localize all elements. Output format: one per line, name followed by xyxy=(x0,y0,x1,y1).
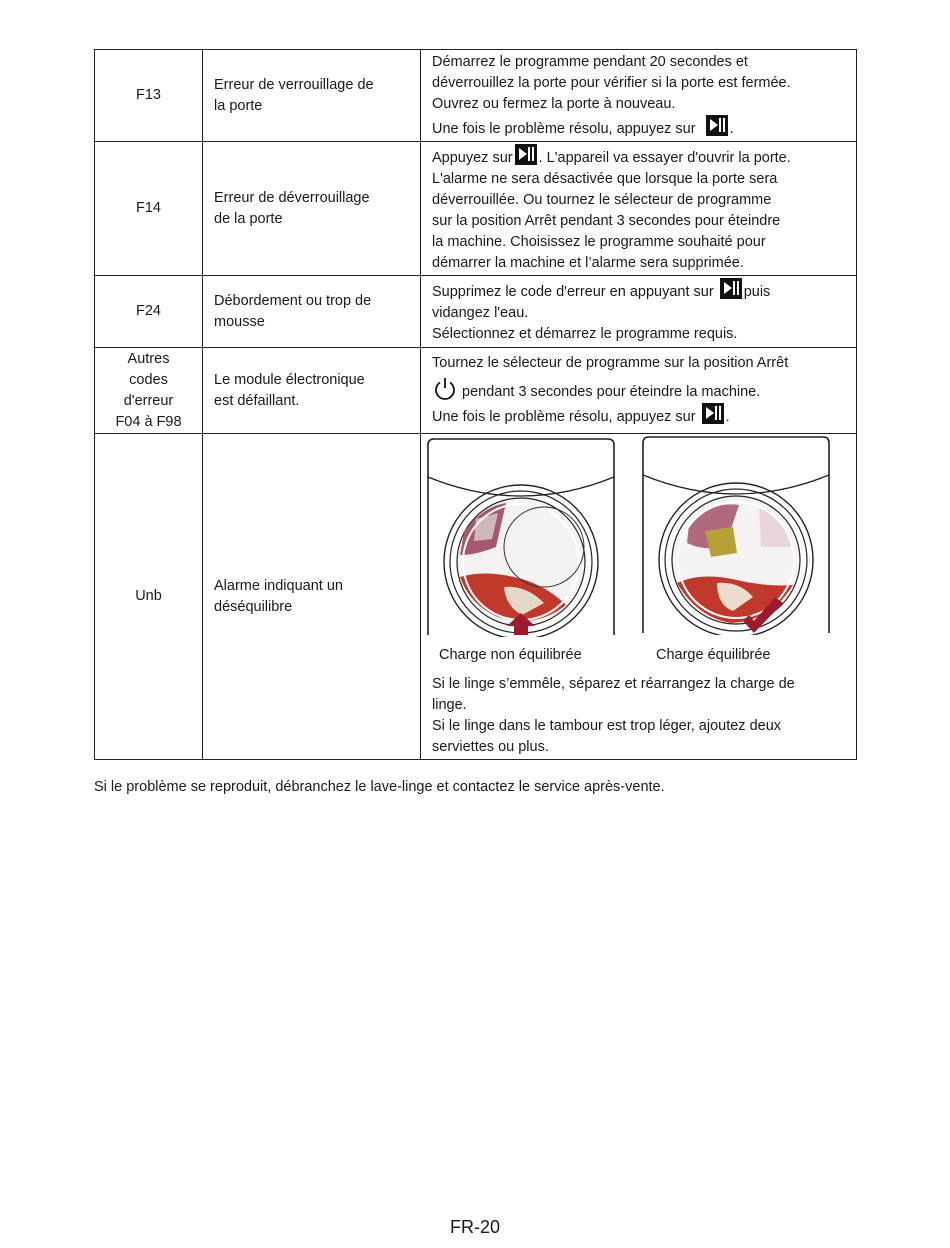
error-description: Erreur de verrouillage de la porte xyxy=(203,50,421,142)
error-code: F24 xyxy=(95,276,203,348)
error-codes-table xyxy=(94,49,857,760)
unbalanced-load-illustration xyxy=(426,437,616,637)
error-code: F14 xyxy=(95,142,203,276)
caption-unbalanced: Charge non équilibrée xyxy=(439,647,582,663)
footer-note: Si le problème se reproduit, débranchez le lave-linge et contactez le service après-vente. xyxy=(94,779,665,795)
start-pause-icon xyxy=(515,144,537,165)
drum-illustrations xyxy=(421,434,845,663)
page-number: FR-20 xyxy=(449,1217,500,1237)
error-description: Le module électronique est défaillant. xyxy=(203,348,421,434)
error-description: Erreur de déverrouillage de la porte xyxy=(203,142,421,276)
table-row xyxy=(95,348,857,434)
error-code: Autres codes d'erreur F04 à F98 xyxy=(95,348,203,434)
error-solution: Tournez le sélecteur de programme sur la position Arrêt pendant 3 secondes pour éteindre la machine. Une fois le problème résolu, appuyez sur . xyxy=(421,348,857,434)
error-solution: Appuyez sur . L'appareil va essayer d'ouvrir la porte. L'alarme ne sera désactivée que lorsque la porte sera déverrouillée. Ou tournez le sélecteur de programme sur la position Arrêt pendant 3 secondes pour éteindre la machine. Choisissez le programme souhaité pour démarrer la machine et l’alarme sera supprimée. xyxy=(421,142,857,276)
error-description: Alarme indiquant un déséquilibre xyxy=(203,434,421,760)
table-row xyxy=(95,50,857,142)
table-row xyxy=(95,276,857,348)
table-row xyxy=(95,142,857,276)
error-solution xyxy=(421,434,857,760)
power-icon xyxy=(432,376,458,402)
caption-balanced: Charge équilibrée xyxy=(656,647,771,663)
error-code: Unb xyxy=(95,434,203,760)
error-solution: Supprimez le code d'erreur en appuyant sur puis vidangez l'eau. Sélectionnez et démarrez le programme requis. xyxy=(421,276,857,348)
error-description: Débordement ou trop de mousse xyxy=(203,276,421,348)
balanced-load-illustration xyxy=(641,435,831,635)
unbalance-advice: Si le linge s’emmêle, séparez et réarrangez la charge de linge. Si le linge dans le tambour est trop léger, ajoutez deux serviettes ou plus. xyxy=(432,676,795,755)
start-pause-icon xyxy=(702,403,724,424)
start-pause-icon xyxy=(706,115,728,136)
error-solution: Démarrez le programme pendant 20 secondes et déverrouillez la porte pour vérifier si la porte est fermée. Ouvrez ou fermez la porte à nouveau. Une fois le problème résolu, appuyez sur . xyxy=(421,50,857,142)
start-pause-icon xyxy=(720,278,742,299)
table-row xyxy=(95,434,857,760)
error-code: F13 xyxy=(95,50,203,142)
